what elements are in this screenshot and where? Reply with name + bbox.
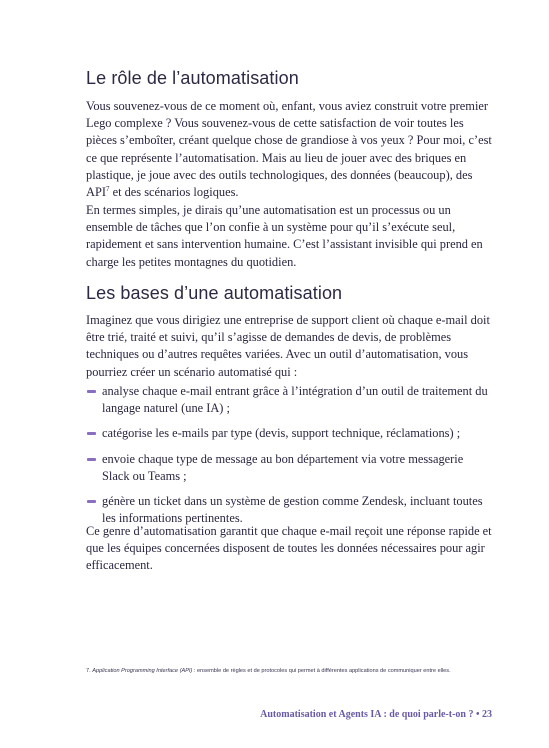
list-item-text: catégorise les e-mails par type (devis, support technique, réclamations) ; [102, 426, 461, 441]
paragraph-lego-text: Vous souvenez-vous de ce moment où, enfant, vous aviez construit votre premier Lego complexe ? Vous souvenez-vous de cette satisfaction de voir toutes les pièces s’emboîter, créant quelque chose de grandiose à vos yeux ? Pour moi, c’est ce que représente l’automatisation. Mais au lieu de jouer avec des briques en plastique, je joue avec des outils technologiques, des données (beaucoup), des API [86, 99, 492, 200]
book-title: Automatisation et Agents IA : de quoi parle-t-on ? [260, 709, 474, 720]
dash-bullet-icon [87, 390, 96, 393]
section-heading-role: Le rôle de l’automatisation [86, 68, 299, 88]
page-number: 23 [482, 709, 492, 720]
footnote-number: 7. [86, 668, 91, 674]
dash-bullet-icon [87, 500, 96, 503]
list-item-text: génère un ticket dans un système de gestion comme Zendesk, incluant toutes les informations pertinentes. [102, 494, 483, 526]
paragraph-conclusion: Ce genre d’automatisation garantit que chaque e-mail reçoit une réponse rapide et que les équipes concernées disposent de toutes les données nécessaires pour agir efficacement. [86, 524, 492, 573]
paragraph-lego [86, 98, 492, 201]
section-heading-bases: Les bases d’une automatisation [86, 283, 343, 303]
footnote-text: : ensemble de règles et de protocoles qui permet à différentes applications de communiquer entre elles. [192, 668, 451, 674]
footnote-term: Application Programming Interface (API) [92, 668, 193, 674]
bullet-list [86, 383, 492, 535]
footnote [86, 667, 496, 676]
list-item-text: analyse chaque e-mail entrant grâce à l’intégration d’un outil de traitement du langage naturel (une IA) ; [102, 384, 488, 416]
footer-separator: • [475, 709, 480, 720]
paragraph-intro: Imaginez que vous dirigiez une entreprise de support client où chaque e-mail doit être trié, traité et suivi, qu’il s’agisse de demandes de devis, de problèmes techniques ou d’autres requêtes variées. Avec un outil d’automatisation, vous pourriez créer un scénario automatisé qui : [86, 313, 490, 379]
dash-bullet-icon [87, 458, 96, 461]
list-item [86, 451, 492, 485]
paragraph-definition: En termes simples, je dirais qu’une automatisation est un processus ou un ensemble de tâches que l’on confie à un système pour qu’il s’exécute seul, rapidement et sans intervention humaine. C’est l’assistant invisible qui prend en charge les petites montagnes du quotidien. [86, 203, 483, 269]
running-footer [260, 709, 492, 720]
list-item-text: envoie chaque type de message au bon département via votre messagerie Slack ou Teams ; [102, 451, 464, 483]
list-item [86, 425, 492, 442]
paragraph-lego-end: et des scénarios logiques. [109, 185, 239, 200]
footnote-ref: 7 [105, 184, 110, 193]
dash-bullet-icon [87, 432, 96, 435]
list-item [86, 383, 492, 417]
